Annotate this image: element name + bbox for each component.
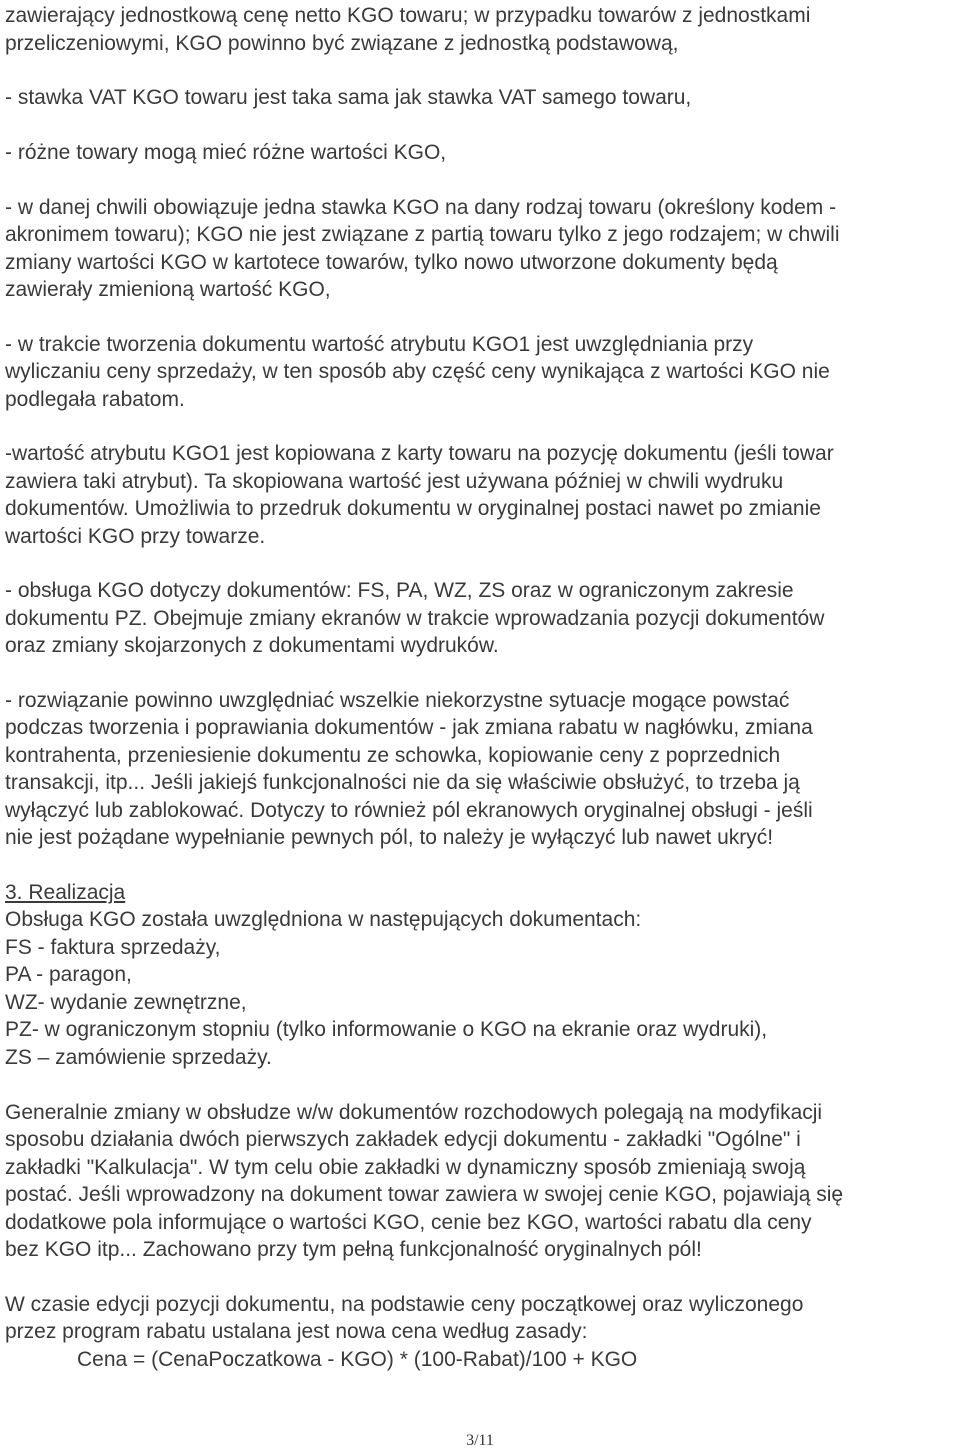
text-line: Obsługa KGO została uwzględniona w następujących dokumentach:	[5, 908, 642, 931]
text-line: sposobu działania dwóch pierwszych zakładek edycji dokumentu - zakładki "Ogólne" i	[5, 1128, 801, 1151]
text-line: dodatkowe pola informujące o wartości KGO, cenie bez KGO, wartości rabatu dla ceny	[5, 1211, 812, 1234]
text-line: podlegała rabatom.	[5, 388, 185, 411]
list-item: FS - faktura sprzedaży,	[5, 936, 221, 959]
text-line: dokumentów. Umożliwia to przedruk dokumentu w oryginalnej postaci nawet po zmianie	[5, 497, 821, 520]
text-line: bez KGO itp... Zachowano przy tym pełną funkcjonalność oryginalnych pól!	[5, 1238, 702, 1261]
text-line: przez program rabatu ustalana jest nowa cena według zasady:	[5, 1320, 588, 1343]
text-line: oraz zmiany skojarzonych z dokumentami wydruków.	[5, 634, 499, 657]
text-line: zmiany wartości KGO w kartotece towarów, tylko nowo utworzone dokumenty będą	[5, 251, 778, 274]
text-line: - obsługa KGO dotyczy dokumentów: FS, PA, WZ, ZS oraz w ograniczonym zakresie	[5, 579, 794, 602]
text-line: wyliczaniu ceny sprzedaży, w ten sposób aby część ceny wynikająca z wartości KGO nie	[5, 360, 830, 383]
text-line: kontrahenta, przeniesienie dokumentu ze schowka, kopiowanie ceny z poprzednich	[5, 744, 781, 767]
list-item: PA - paragon,	[5, 963, 132, 986]
text-line: wyłączyć lub zablokować. Dotyczy to również pól ekranowych oryginalnej obsługi - jeśli	[5, 799, 813, 822]
text-line: - stawka VAT KGO towaru jest taka sama jak stawka VAT samego towaru,	[5, 86, 692, 109]
list-item: WZ- wydanie zewnętrzne,	[5, 991, 247, 1014]
page-number: 3/11	[466, 1432, 494, 1449]
text-line: - rozwiązanie powinno uwzględniać wszelkie niekorzystne sytuacje mogące powstać	[5, 689, 790, 712]
text-line: W czasie edycji pozycji dokumentu, na podstawie ceny początkowej oraz wyliczonego	[5, 1293, 804, 1316]
text-line: nie jest pożądane wypełnianie pewnych pól, to należy je wyłączyć lub nawet ukryć!	[5, 826, 774, 849]
text-line: Generalnie zmiany w obsłudze w/w dokumentów rozchodowych polegają na modyfikacji	[5, 1101, 823, 1124]
text-line: - w trakcie tworzenia dokumentu wartość atrybutu KGO1 jest uwzględniania przy	[5, 333, 754, 356]
text-line: zawiera taki atrybut). Ta skopiowana wartość jest używana później w chwili wydruku	[5, 470, 784, 493]
text-line: podczas tworzenia i poprawiania dokumentów - jak zmiana rabatu w nagłówku, zmiana	[5, 716, 813, 739]
text-line: zakładki "Kalkulacja". W tym celu obie zakładki w dynamiczny sposób zmieniają swoją	[5, 1156, 806, 1179]
text-line: wartości KGO przy towarze.	[5, 525, 266, 548]
text-line: dokumentu PZ. Obejmuje zmiany ekranów w trakcie wprowadzania pozycji dokumentów	[5, 607, 825, 630]
list-item: PZ- w ograniczonym stopniu (tylko informowanie o KGO na ekranie oraz wydruki),	[5, 1018, 768, 1041]
text-line: zawierający jednostkową cenę netto KGO towaru; w przypadku towarów z jednostkami	[5, 4, 811, 27]
text-line: przeliczeniowymi, KGO powinno być związane z jednostką podstawową,	[5, 32, 679, 55]
text-line: zawierały zmienioną wartość KGO,	[5, 278, 331, 301]
text-line: transakcji, itp... Jeśli jakiejś funkcjonalności nie da się właściwie obsłużyć, to trzeba ją	[5, 771, 800, 794]
text-line: -wartość atrybutu KGO1 jest kopiowana z karty towaru na pozycję dokumentu (jeśli towar	[5, 442, 834, 465]
list-item: ZS – zamówienie sprzedaży.	[5, 1046, 272, 1069]
text-line: - w danej chwili obowiązuje jedna stawka KGO na dany rodzaj towaru (określony kodem -	[5, 196, 837, 219]
text-line: postać. Jeśli wprowadzony na dokument towar zawiera w swojej cenie KGO, pojawiają się	[5, 1183, 844, 1206]
text-line: - różne towary mogą mieć różne wartości KGO,	[5, 141, 447, 164]
section-heading-realizacja: 3. Realizacja	[5, 881, 126, 904]
text-line: akronimem towaru); KGO nie jest związane z partią towaru tylko z jego rodzajem; w chwili	[5, 223, 840, 246]
formula-line: Cena = (CenaPoczatkowa - KGO) * (100-Rabat)/100 + KGO	[77, 1348, 638, 1371]
